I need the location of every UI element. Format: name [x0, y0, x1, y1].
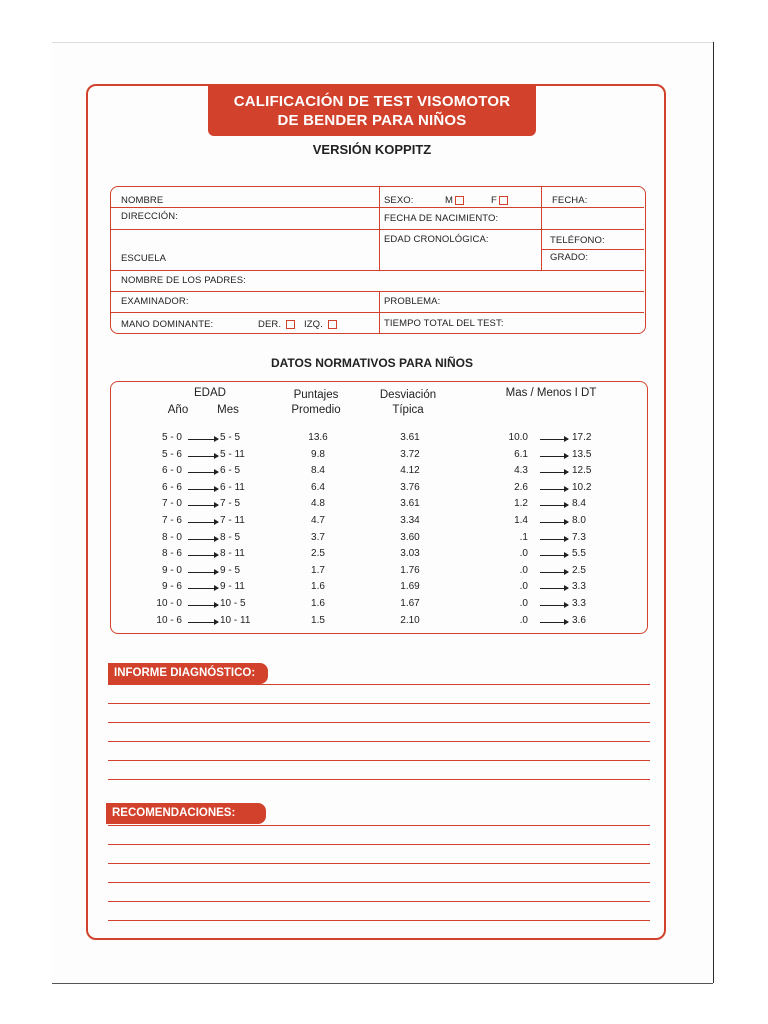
title-banner [208, 86, 536, 136]
arrow-icon [188, 539, 218, 540]
puntaje-promedio: 1.5 [311, 615, 325, 626]
info-divider [111, 229, 381, 230]
arrow-icon [540, 522, 568, 523]
edad-hasta: 9 - 11 [220, 581, 245, 592]
sexo-m-label: M [445, 195, 454, 206]
desviacion-tipica: 3.34 [400, 515, 420, 526]
writing-line[interactable] [108, 882, 650, 883]
rango-max: 10.2 [572, 482, 592, 493]
arrow-icon [188, 555, 218, 556]
sexo-f-checkbox[interactable] [499, 196, 508, 205]
rango-max: 3.3 [572, 598, 586, 609]
puntaje-promedio: 8.4 [311, 465, 325, 476]
edad-desde: 8 - 6 [161, 548, 182, 559]
writing-line[interactable] [108, 825, 650, 826]
edad-desde: 5 - 6 [161, 449, 182, 460]
arrow-icon [188, 439, 218, 440]
edad-desde: 8 - 0 [161, 532, 182, 543]
info-divider [379, 187, 380, 270]
rango-max: 8.0 [572, 515, 586, 526]
rango-max: 17.2 [572, 432, 592, 443]
der-checkbox[interactable] [286, 320, 295, 329]
grado-label: GRADO: [550, 252, 589, 263]
arrow-icon [540, 605, 568, 606]
desviacion-tipica: 3.60 [400, 532, 420, 543]
sexo-m-checkbox[interactable] [455, 196, 464, 205]
rango-max: 13.5 [572, 449, 592, 460]
arrow-icon [540, 505, 568, 506]
arrow-icon [540, 456, 568, 457]
rango-max: 3.6 [572, 615, 586, 626]
info-divider [111, 291, 644, 292]
edad-desde: 6 - 0 [161, 465, 182, 476]
desviacion-header [370, 388, 446, 418]
puntaje-promedio: 2.5 [311, 548, 325, 559]
rango-min: 10.0 [508, 432, 528, 443]
edad-desde: 9 - 6 [161, 581, 182, 592]
edad-hasta: 9 - 5 [220, 565, 241, 576]
mano-izq-option[interactable] [304, 319, 337, 330]
edad-desde: 6 - 6 [161, 482, 182, 493]
desviacion-tipica: 3.03 [400, 548, 420, 559]
edad-hasta: 10 - 5 [220, 598, 246, 609]
nombre-label: NOMBRE [121, 195, 164, 206]
arrow-icon [540, 555, 568, 556]
info-divider [111, 312, 644, 313]
problema-label: PROBLEMA: [384, 296, 441, 307]
writing-line[interactable] [108, 722, 650, 723]
rango-max: 8.4 [572, 498, 586, 509]
fecha-nacimiento-label: FECHA DE NACIMIENTO: [384, 213, 499, 224]
tiempo-total-label: TIEMPO TOTAL DEL TEST: [384, 318, 504, 329]
edad-cronologica-label: EDAD CRONOLÓGICA: [384, 234, 489, 245]
rango-min: .0 [519, 565, 528, 576]
info-divider [111, 270, 644, 271]
arrow-icon [188, 588, 218, 589]
arrow-icon [188, 456, 218, 457]
writing-line[interactable] [108, 741, 650, 742]
sexo-f-label: F [491, 195, 497, 206]
desviacion-tipica: 3.61 [400, 432, 420, 443]
puntaje-promedio: 1.6 [311, 598, 325, 609]
puntaje-promedio: 13.6 [308, 432, 328, 443]
arrow-icon [188, 505, 218, 506]
edad-hasta: 5 - 5 [220, 432, 241, 443]
arrow-icon [188, 622, 218, 623]
puntaje-promedio: 1.6 [311, 581, 325, 592]
examinador-label: EXAMINADOR: [121, 296, 189, 307]
padres-label: NOMBRE DE LOS PADRES: [121, 275, 246, 286]
rango-min: 1.2 [514, 498, 528, 509]
desviacion-header-line2: Típica [392, 404, 424, 416]
rango-min: .1 [519, 532, 528, 543]
edad-hasta: 10 - 11 [220, 615, 251, 626]
puntajes-header [278, 388, 354, 418]
arrow-icon [540, 539, 568, 540]
edad-hasta: 7 - 11 [220, 515, 245, 526]
puntaje-promedio: 4.7 [311, 515, 325, 526]
arrow-icon [540, 572, 568, 573]
arrow-icon [540, 489, 568, 490]
edad-hasta: 6 - 5 [220, 465, 241, 476]
arrow-icon [188, 605, 218, 606]
desviacion-tipica: 3.72 [400, 449, 420, 460]
info-divider [541, 249, 644, 250]
sexo-m-option[interactable] [445, 195, 464, 206]
rango-min: 6.1 [514, 449, 528, 460]
rango-min: .0 [519, 548, 528, 559]
rango-max: 3.3 [572, 581, 586, 592]
escuela-label: ESCUELA [121, 253, 167, 264]
desviacion-tipica: 3.61 [400, 498, 420, 509]
arrow-icon [540, 622, 568, 623]
rango-min: 4.3 [514, 465, 528, 476]
rango-min: .0 [519, 615, 528, 626]
rango-max: 5.5 [572, 548, 586, 559]
edad-hasta: 7 - 5 [220, 498, 241, 509]
desviacion-tipica: 3.76 [400, 482, 420, 493]
edad-desde: 7 - 0 [161, 498, 182, 509]
info-divider [379, 291, 380, 333]
puntaje-promedio: 4.8 [311, 498, 325, 509]
mes-header: Mes [217, 404, 239, 416]
rango-min: 2.6 [514, 482, 528, 493]
rango-max: 7.3 [572, 532, 586, 543]
telefono-label: TELÉFONO: [550, 235, 605, 246]
puntajes-header-line1: Puntajes [293, 389, 339, 401]
der-label: DER. [258, 319, 282, 330]
rango-max: 2.5 [572, 565, 586, 576]
writing-line[interactable] [108, 703, 650, 704]
mas-menos-header: Mas / Menos I DT [505, 387, 597, 399]
edad-header: EDAD [194, 387, 226, 399]
edad-desde: 10 - 6 [156, 615, 182, 626]
arrow-icon [188, 522, 218, 523]
edad-hasta: 6 - 11 [220, 482, 245, 493]
desviacion-tipica: 1.67 [400, 598, 420, 609]
writing-line[interactable] [108, 779, 650, 780]
norms-title: DATOS NORMATIVOS PARA NIÑOS [270, 356, 473, 370]
recomendaciones-tab: RECOMENDACIONES: [106, 803, 266, 824]
rango-min: 1.4 [514, 515, 528, 526]
rango-min: .0 [519, 598, 528, 609]
edad-hasta: 5 - 11 [220, 449, 245, 460]
rango-max: 12.5 [572, 465, 592, 476]
arrow-icon [540, 439, 568, 440]
writing-line[interactable] [108, 901, 650, 902]
form-subtitle: VERSIÓN KOPPITZ [312, 142, 432, 157]
puntaje-promedio: 1.7 [311, 565, 325, 576]
puntaje-promedio: 3.7 [311, 532, 325, 543]
arrow-icon [540, 472, 568, 473]
puntaje-promedio: 6.4 [311, 482, 325, 493]
mano-dominante-label: MANO DOMINANTE: [121, 319, 214, 330]
izq-label: IZQ. [304, 319, 323, 330]
desviacion-tipica: 4.12 [400, 465, 420, 476]
writing-line[interactable] [108, 863, 650, 864]
edad-hasta: 8 - 5 [220, 532, 241, 543]
edad-desde: 5 - 0 [161, 432, 182, 443]
writing-line[interactable] [108, 684, 650, 685]
writing-line[interactable] [108, 844, 650, 845]
title-line-2: DE BENDER PARA NIÑOS [277, 112, 467, 129]
puntajes-header-line2: Promedio [291, 404, 341, 416]
desviacion-tipica: 1.76 [400, 565, 420, 576]
izq-checkbox[interactable] [328, 320, 337, 329]
puntaje-promedio: 9.8 [311, 449, 325, 460]
arrow-icon [540, 588, 568, 589]
edad-desde: 9 - 0 [161, 565, 182, 576]
info-divider [111, 207, 644, 208]
mano-der-option[interactable] [258, 319, 295, 330]
informe-diagnostico-tab: INFORME DIAGNÓSTICO: [108, 663, 268, 684]
arrow-icon [188, 489, 218, 490]
edad-desde: 10 - 0 [156, 598, 182, 609]
rango-min: .0 [519, 581, 528, 592]
title-line-1: CALIFICACIÓN DE TEST VISOMOTOR [233, 93, 511, 110]
fecha-label: FECHA: [552, 195, 588, 206]
arrow-icon [188, 472, 218, 473]
desviacion-tipica: 1.69 [400, 581, 420, 592]
direccion-label: DIRECCIÓN: [121, 211, 178, 222]
writing-line[interactable] [108, 920, 650, 921]
edad-desde: 7 - 6 [161, 515, 182, 526]
writing-line[interactable] [108, 760, 650, 761]
desviacion-header-line1: Desviación [379, 389, 437, 401]
sexo-label: SEXO: [384, 195, 414, 206]
info-divider [381, 229, 644, 230]
edad-hasta: 8 - 11 [220, 548, 245, 559]
sexo-f-option[interactable] [491, 195, 508, 206]
arrow-icon [188, 572, 218, 573]
anio-header: Año [167, 404, 189, 416]
info-divider [541, 187, 542, 270]
desviacion-tipica: 2.10 [400, 615, 420, 626]
